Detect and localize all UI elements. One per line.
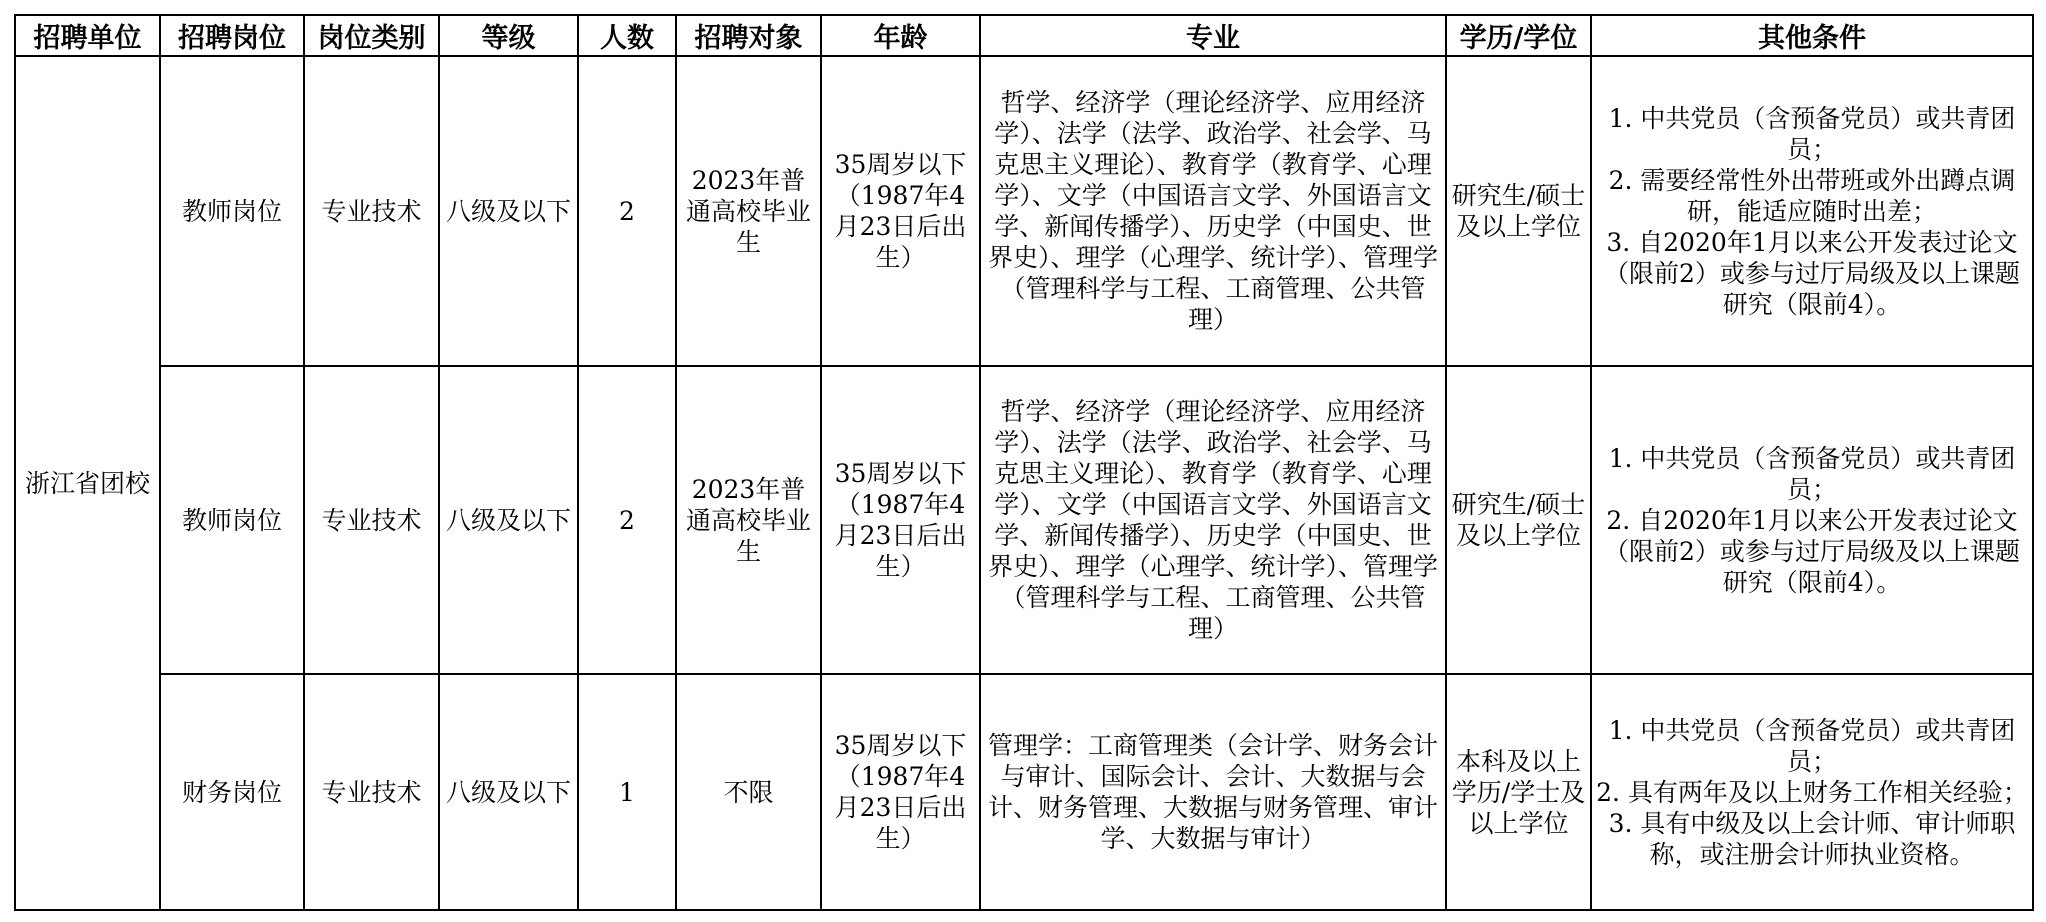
header-count: 人数 [578, 15, 676, 56]
header-category: 岗位类别 [304, 15, 439, 56]
degree-cell: 本科及以上学历/学士及以上学位 [1446, 674, 1591, 910]
count-cell: 2 [578, 56, 676, 366]
age-cell: 35周岁以下（1987年4月23日后出生） [821, 674, 980, 910]
condition-line: 3. 具有中级及以上会计师、审计师职称，或注册会计师执业资格。 [1608, 808, 2016, 869]
target-cell: 不限 [676, 674, 821, 910]
condition-line: 2. 需要经常性外出带班或外出蹲点调研，能适应随时出差； [1608, 165, 2016, 226]
level-cell: 八级及以下 [439, 56, 578, 366]
major-cell: 哲学、经济学（理论经济学、应用经济学）、法学（法学、政治学、社会学、马克思主义理论）、教育学（教育学、心理学）、文学（中国语言文学、外国语言文学、新闻传播学）、历史学（中国史、世界史）、理学（心理学、统计学）、管理学（管理科学与工程、工商管理、公共管理） [980, 366, 1446, 674]
condition-line: 1. 中共党员（含预备党员）或共青团员； [1608, 715, 2016, 776]
age-cell: 35周岁以下（1987年4月23日后出生） [821, 56, 980, 366]
header-age: 年龄 [821, 15, 980, 56]
header-major: 专业 [980, 15, 1446, 56]
degree-cell: 研究生/硕士及以上学位 [1446, 56, 1591, 366]
header-target: 招聘对象 [676, 15, 821, 56]
degree-cell: 研究生/硕士及以上学位 [1446, 366, 1591, 674]
count-cell: 2 [578, 366, 676, 674]
recruitment-table [14, 14, 2034, 911]
category-cell: 专业技术 [304, 56, 439, 366]
unit-cell: 浙江省团校 [15, 56, 160, 910]
header-degree: 学历/学位 [1446, 15, 1591, 56]
position-cell: 财务岗位 [160, 674, 304, 910]
header-position: 招聘岗位 [160, 15, 304, 56]
header-level: 等级 [439, 15, 578, 56]
condition-line: 3. 自2020年1月以来公开发表过论文（限前2）或参与过厅局级及以上课题研究（限前4）。 [1604, 227, 2020, 319]
position-cell: 教师岗位 [160, 56, 304, 366]
level-cell: 八级及以下 [439, 674, 578, 910]
major-cell: 管理学：工商管理类（会计学、财务会计与审计、国际会计、会计、大数据与会计、财务管理、大数据与财务管理、审计学、大数据与审计） [980, 674, 1446, 910]
condition-line: 1. 中共党员（含预备党员）或共青团员； [1608, 103, 2016, 164]
age-cell: 35周岁以下（1987年4月23日后出生） [821, 366, 980, 674]
other-conditions-cell [1591, 56, 2033, 366]
condition-line: 1. 中共党员（含预备党员）或共青团员； [1608, 443, 2016, 504]
header-other: 其他条件 [1591, 15, 2033, 56]
table-row [15, 674, 2033, 910]
target-cell: 2023年普通高校毕业生 [676, 366, 821, 674]
table-row [15, 56, 2033, 366]
major-cell: 哲学、经济学（理论经济学、应用经济学）、法学（法学、政治学、社会学、马克思主义理论）、教育学（教育学、心理学）、文学（中国语言文学、外国语言文学、新闻传播学）、历史学（中国史、世界史）、理学（心理学、统计学）、管理学（管理科学与工程、工商管理、公共管理） [980, 56, 1446, 366]
header-unit: 招聘单位 [15, 15, 160, 56]
level-cell: 八级及以下 [439, 366, 578, 674]
position-cell: 教师岗位 [160, 366, 304, 674]
header-row [15, 15, 2033, 56]
table-row [15, 366, 2033, 674]
condition-line: 2. 具有两年及以上财务工作相关经验； [1596, 777, 2028, 807]
condition-line: 2. 自2020年1月以来公开发表过论文（限前2）或参与过厅局级及以上课题研究（限前4）。 [1604, 505, 2020, 597]
target-cell: 2023年普通高校毕业生 [676, 56, 821, 366]
count-cell: 1 [578, 674, 676, 910]
category-cell: 专业技术 [304, 366, 439, 674]
category-cell: 专业技术 [304, 674, 439, 910]
other-conditions-cell [1591, 366, 2033, 674]
other-conditions-cell [1591, 674, 2033, 910]
